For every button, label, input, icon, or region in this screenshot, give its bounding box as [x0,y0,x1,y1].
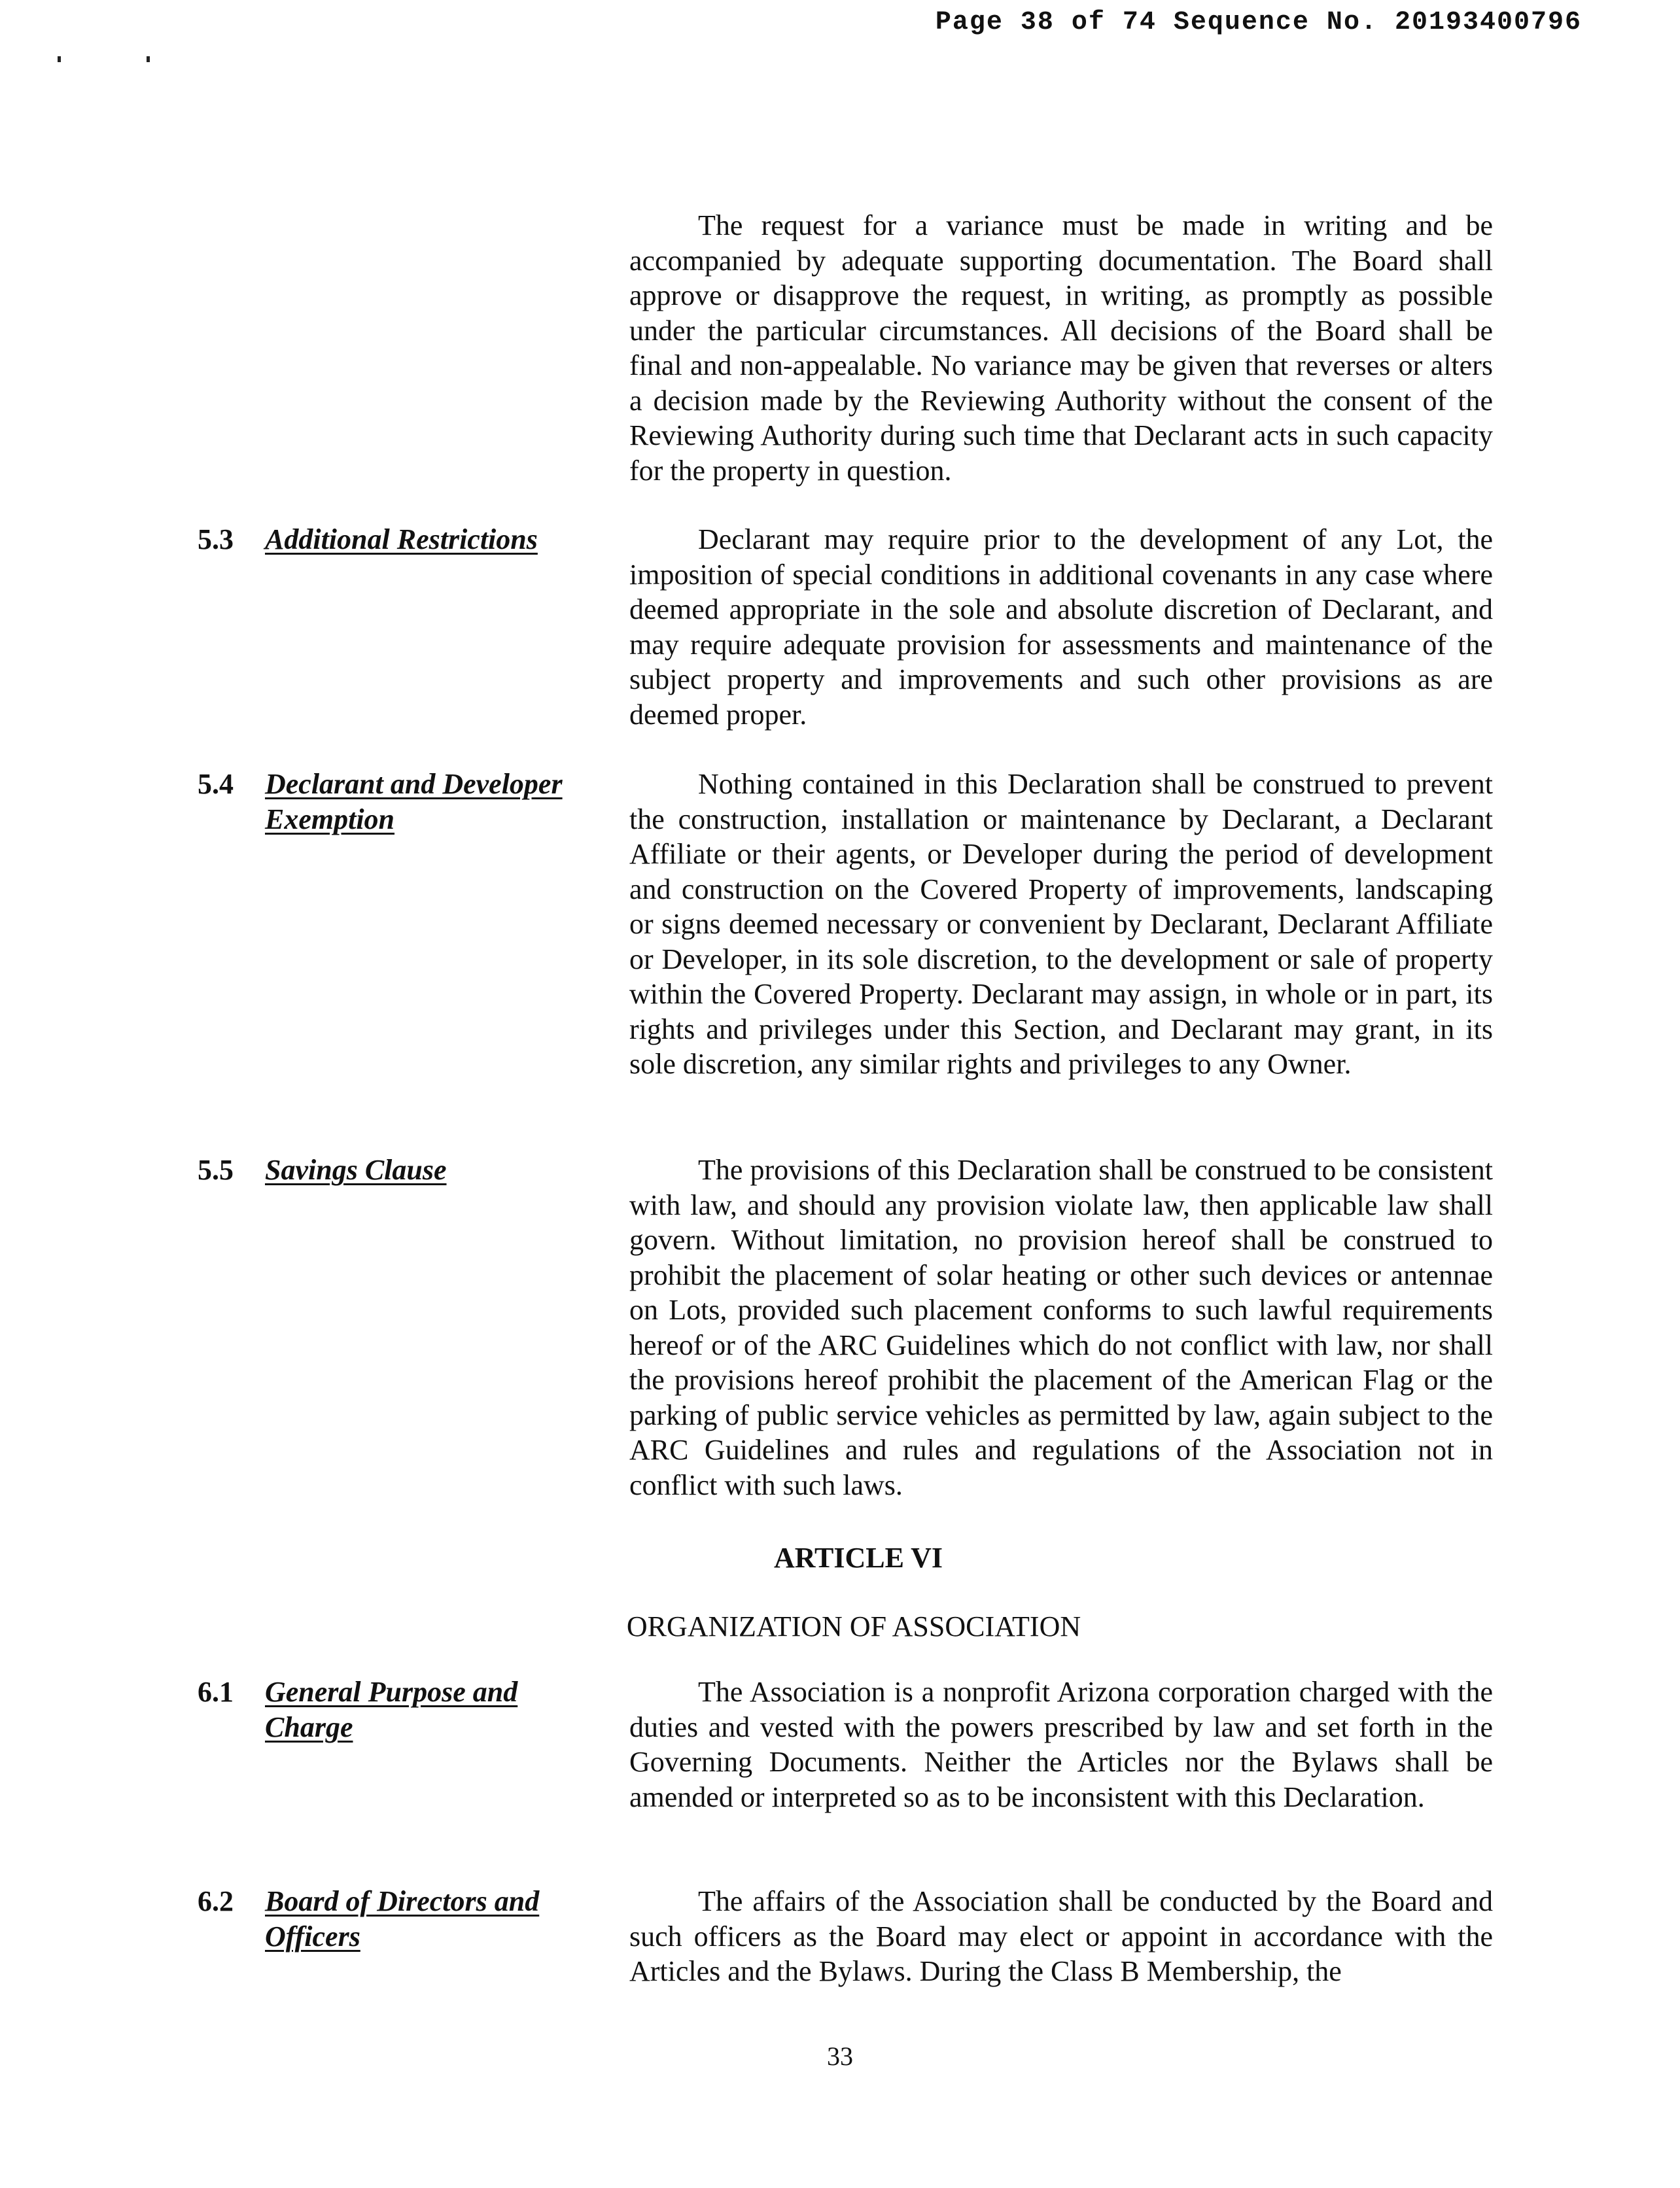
section-number: 5.4 [198,768,234,800]
section-title: Board of Directors and Officers [265,1885,540,1953]
section-title: Savings Clause [265,1154,447,1186]
page-number: 33 [827,2041,853,2071]
section-number: 6.1 [198,1676,234,1708]
article-heading: ARTICLE VI [773,1542,943,1574]
section-body: Nothing contained in this Declaration shall be construed to prevent the construction, installation or maintenance by Declarant, a Declarant Affiliate or their agents, or Developer during the period of development and construction on the Covered Property of improvements, landscaping or signs deemed necessary or convenient by Declarant, Declarant Affiliate or Developer, in its sole discretion, to the development or sale of property within the Covered Property. Declarant may assign, in whole or in part, its rights and privileges under this Section, and Declarant may grant, in its sole discretion, any similar rights and privileges to any Owner. [629,768,1493,1080]
variance-paragraph: The request for a variance must be made in writing and be accompanied by adequate supporting documentation. The Board shall approve or disapprove the request, in writing, as promptly as possible under the particular circumstances. All decisions of the Board shall be final and non-appealable. No variance may be given that reverses or alters a decision made by the Reviewing Authority without the consent of the Reviewing Authority during such time that Declarant acts in such capacity for the property in question. [629,209,1493,487]
section-number: 5.5 [198,1154,234,1186]
section-title: General Purpose and Charge [265,1676,518,1743]
section-body: The affairs of the Association shall be conducted by the Board and such officers as the Board may elect or appoint in accordance with the Articles and the Bylaws. During the Class B Membership, the [629,1885,1493,1987]
page-sequence-header: Page 38 of 74 Sequence No. 20193400796 [935,8,1582,37]
section-number: 6.2 [198,1885,234,1917]
section-title: Additional Restrictions [265,523,538,555]
article-subheading: ORGANIZATION OF ASSOCIATION [626,1610,1081,1642]
section-number: 5.3 [198,523,234,555]
scan-speck [58,56,61,62]
section-title: Declarant and Developer Exemption [265,768,563,835]
scan-speck [147,56,150,62]
section-body: The Association is a nonprofit Arizona corporation charged with the duties and vested with the powers prescribed by law and set forth in the Governing Documents. Neither the Articles nor the Bylaws shall be amended or interpreted so as to be inconsistent with this Declaration. [629,1676,1493,1813]
section-body: The provisions of this Declaration shall be construed to be consistent with law, and should any provision violate law, then applicable law shall govern. Without limitation, no provision hereof shall be construed to prohibit the placement of solar heating or other such devices or antennae on Lots, provided such placement conforms to such lawful requirements hereof or of the ARC Guidelines which do not conflict with law, nor shall the provisions hereof prohibit the placement of the American Flag or the parking of public service vehicles as permitted by law, again subject to the ARC Guidelines and rules and regulations of the Association not in conflict with such laws. [629,1154,1493,1501]
section-body: Declarant may require prior to the development of any Lot, the imposition of special conditions in additional covenants in any case where deemed appropriate in the sole and absolute discretion of Declarant, and may require adequate provision for assessments and maintenance of the subject property and improvements and such other provisions as are deemed proper. [629,523,1493,731]
